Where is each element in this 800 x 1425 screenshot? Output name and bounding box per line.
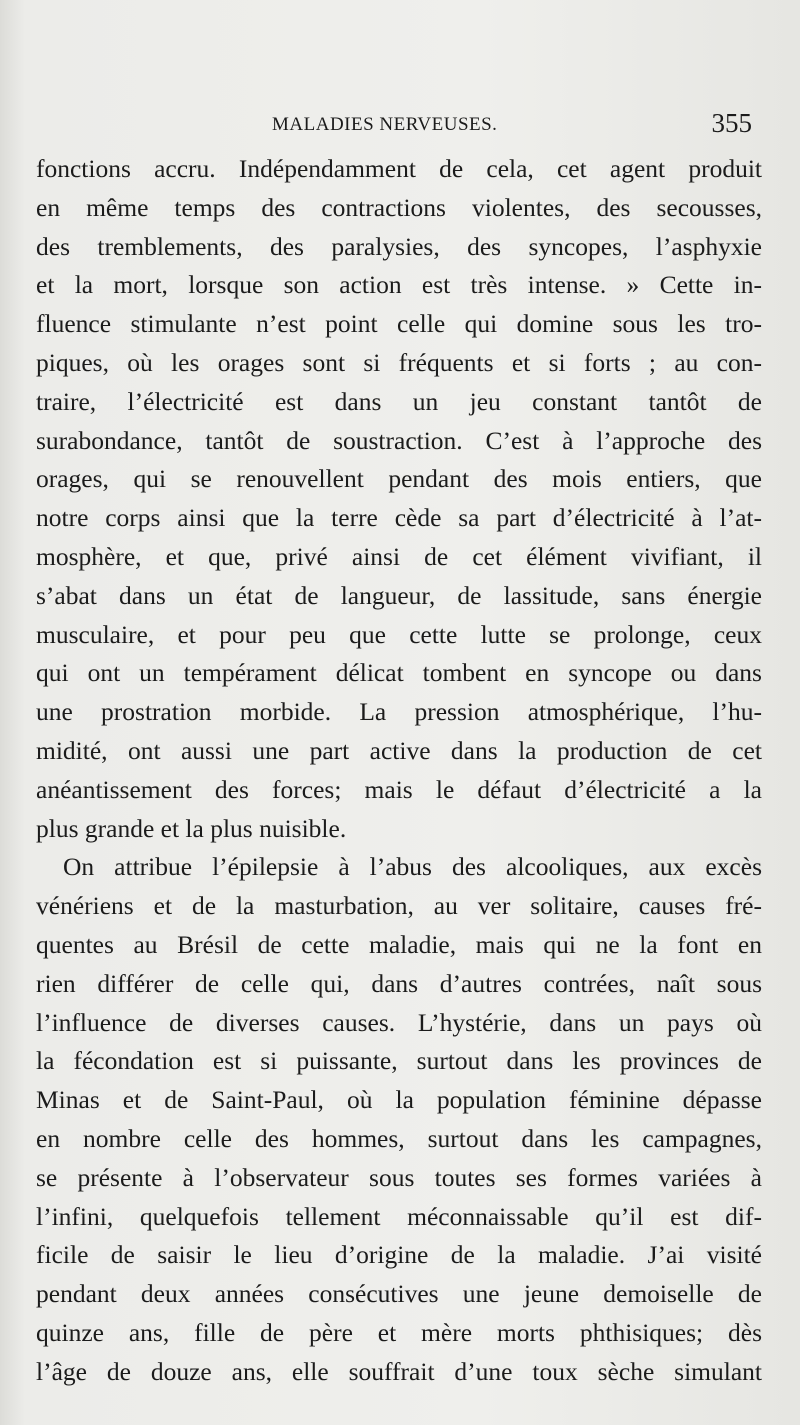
running-title: MALADIES NERVEUSES. bbox=[272, 114, 498, 135]
text-line: l’âge de douze ans, elle souffrait d’une toux sèche simulant bbox=[36, 1356, 762, 1386]
text-line: l’influence de diverses causes. L’hystérie, dans un pays où bbox=[36, 1007, 762, 1037]
page-header bbox=[40, 108, 752, 144]
text-line: s’abat dans un état de langueur, de lassitude, sans énergie bbox=[36, 580, 762, 610]
text-line: piques, où les orages sont si fréquents et si forts ; au con- bbox=[36, 347, 762, 377]
text-line: fonctions accru. Indépendamment de cela, cet agent produit bbox=[36, 154, 762, 183]
paragraph-end-line: plus grande et la plus nuisible. bbox=[36, 813, 347, 843]
text-line: l’infini, quelquefois tellement méconnaissable qu’il est dif- bbox=[36, 1201, 762, 1231]
text-line: et la mort, lorsque son action est très intense. » Cette in- bbox=[36, 270, 762, 300]
text-line: mosphère, et que, privé ainsi de cet élément vivifiant, il bbox=[36, 541, 762, 571]
text-line: musculaire, et pour peu que cette lutte se prolonge, ceux bbox=[36, 619, 762, 649]
text-line: la fécondation est si puissante, surtout dans les provinces de bbox=[36, 1046, 762, 1076]
text-line: surabondance, tantôt de soustraction. C’est à l’approche des bbox=[36, 425, 762, 455]
text-line: midité, ont aussi une part active dans la production de cet bbox=[36, 735, 762, 765]
text-line: une prostration morbide. La pression atmosphérique, l’hu- bbox=[36, 697, 762, 727]
text-line: en nombre celle des hommes, surtout dans les campagnes, bbox=[36, 1123, 762, 1153]
text-line: rien différer de celle qui, dans d’autres contrées, naît sous bbox=[36, 968, 762, 998]
text-line: quinze ans, fille de père et mère morts phthisiques; dès bbox=[36, 1317, 762, 1347]
text-line: ficile de saisir le lieu d’origine de la maladie. J’ai visité bbox=[36, 1240, 762, 1270]
paragraph-start-line: On attribue l’épilepsie à l’abus des alcooliques, aux excès bbox=[63, 852, 762, 882]
text-line: fluence stimulante n’est point celle qui domine sous les tro- bbox=[36, 309, 762, 339]
text-line: pendant deux années consécutives une jeune demoiselle de bbox=[36, 1279, 762, 1309]
text-line: notre corps ainsi que la terre cède sa part d’électricité à l’at- bbox=[36, 503, 762, 533]
text-line: se présente à l’observateur sous toutes ses formes variées à bbox=[36, 1162, 762, 1192]
text-line: qui ont un tempérament délicat tombent en syncope ou dans bbox=[36, 658, 762, 688]
text-line: Minas et de Saint-Paul, où la population féminine dépasse bbox=[36, 1085, 762, 1115]
text-line: des tremblements, des paralysies, des syncopes, l’asphyxie bbox=[36, 231, 762, 261]
text-line: en même temps des contractions violentes, des secousses, bbox=[36, 192, 762, 222]
text-line: quentes au Brésil de cette maladie, mais qui ne la font en bbox=[36, 929, 762, 959]
body-text bbox=[36, 150, 762, 1392]
text-line: vénériens et de la masturbation, au ver solitaire, causes fré- bbox=[36, 891, 762, 921]
page-number: 355 bbox=[711, 108, 752, 138]
text-line: anéantissement des forces; mais le défaut d’électricité a la bbox=[36, 774, 762, 804]
text-line: traire, l’électricité est dans un jeu constant tantôt de bbox=[36, 386, 762, 416]
text-line: orages, qui se renouvellent pendant des mois entiers, que bbox=[36, 464, 762, 494]
